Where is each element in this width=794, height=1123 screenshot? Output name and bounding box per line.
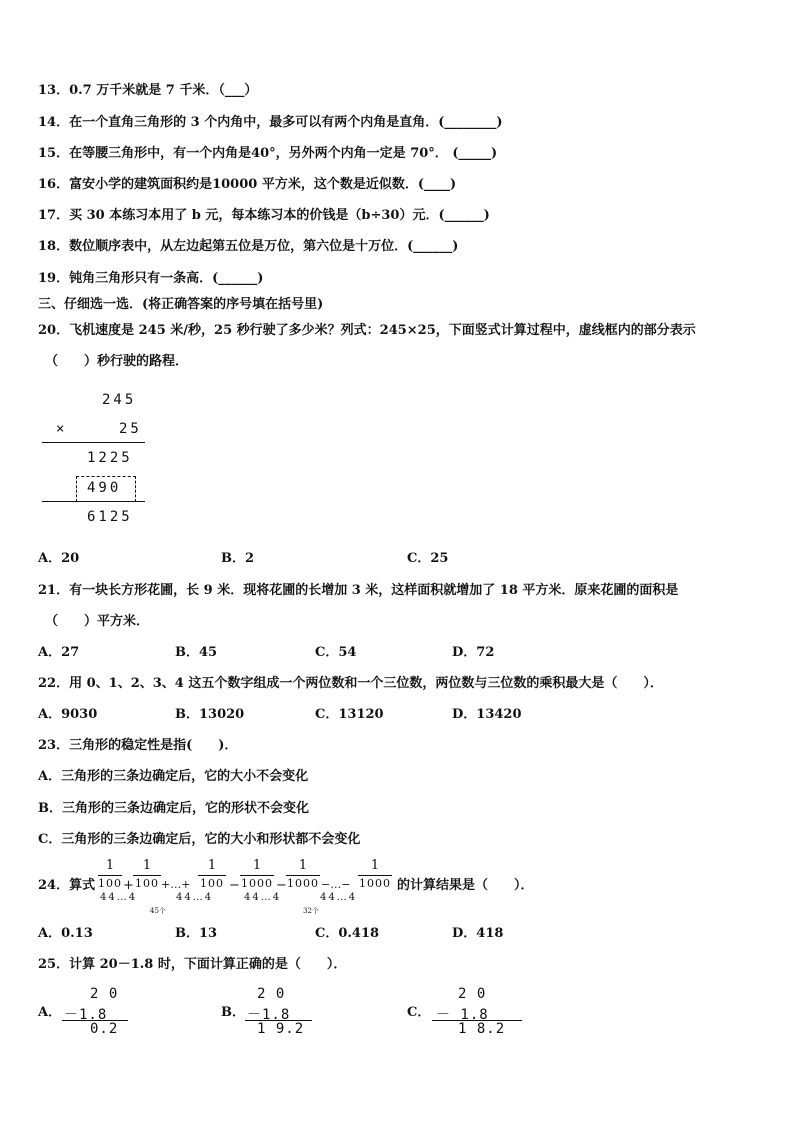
q23-option-c: C．三角形的三条边确定后，它的大小和形状都不会变化 [38, 832, 361, 847]
question-13: 13．0.7 万千米就是 7 千米．（___） [38, 83, 258, 98]
q22-option-b: B．13020 [175, 707, 245, 722]
fraction-5 [286, 858, 320, 891]
calc-line-1 [42, 442, 145, 443]
q25-b-result: 1 9.2 [257, 1021, 305, 1037]
question-24-prefix: 24．算式 [38, 878, 96, 893]
question-20-text-2: （ ）秒行驶的路程． [45, 354, 189, 369]
question-14: 14．在一个直角三角形的 3 个内角中，最多可以有两个内角是直角．(________) [38, 115, 503, 130]
question-21-text-2: （ ）平方米． [45, 614, 150, 629]
q25-b-mid: －1.8 [247, 1007, 291, 1023]
fraction-4 [240, 858, 274, 891]
question-20-text: 20．飞机速度是 245 米/秒，25 秒行驶了多少米？列式：245×25，下面竖式计算过程中，虚线框内的部分表示 [38, 323, 696, 338]
q20-option-b: B．2 [221, 551, 255, 566]
q22-option-a: A．9030 [38, 707, 98, 722]
q25-option-b-label: B． [221, 1005, 245, 1020]
q24-option-b: B．13 [175, 926, 218, 941]
fraction-4-numerator: 1 [252, 858, 262, 873]
q23-option-a: A．三角形的三条边确定后，它的大小不会变化 [38, 769, 309, 784]
fraction-5-numerator: 1 [298, 858, 308, 873]
q25-a-result: 0.2 [90, 1021, 119, 1037]
fraction-1-denominator: 100 [98, 877, 122, 890]
question-25-text: 25．计算 20－1.8 时，下面计算正确的是（ ）． [38, 957, 347, 972]
minus-ellipsis: −…− [321, 878, 351, 891]
q20-option-c: C．25 [407, 551, 449, 566]
q24-option-a: A．0.13 [38, 926, 93, 941]
fraction-2-denominator: 100 [135, 877, 159, 890]
multiplier: 25 [119, 421, 142, 437]
q22-option-c: C．13120 [315, 707, 384, 722]
fraction-3-denominator: 100 [200, 877, 224, 890]
digits-under-3: 44…4 [244, 892, 282, 903]
times-sign: × [56, 421, 68, 437]
q25-b-top: 2 0 [257, 986, 286, 1002]
fraction-3-numerator: 1 [207, 858, 217, 873]
q25-c-mid: － 1.8 [436, 1007, 489, 1023]
question-15: 15．在等腰三角形中，有一个内角是40°，另外两个内角一定是 70°． (_____) [38, 146, 498, 161]
question-23-text: 23．三角形的稳定性是指( )． [38, 738, 238, 753]
fraction-1-numerator: 1 [105, 858, 115, 873]
q25-c-result: 1 8.2 [458, 1021, 506, 1037]
q25-option-c-label: C． [407, 1005, 431, 1020]
multiplicand: 245 [102, 392, 137, 408]
digits-under-2: 44…4 [176, 892, 214, 903]
minus-sign-1: − [229, 878, 240, 893]
fraction-6-denominator: 1000 [359, 877, 391, 890]
fraction-2-numerator: 1 [142, 858, 152, 873]
count-45: 45个 [150, 907, 166, 915]
fraction-4-denominator: 1000 [241, 877, 273, 890]
fraction-3 [198, 858, 226, 891]
question-21-text: 21．有一块长方形花圃，长 9 米．现将花圃的长增加 3 米，这样面积就增加了 18 平方米．原来花圃的面积是 [38, 583, 679, 598]
section-heading: 三、仔细选一选．(将正确答案的序号填在括号里) [38, 297, 324, 312]
q20-option-a: A．20 [38, 551, 80, 566]
q24-option-d: D．418 [452, 926, 504, 941]
fraction-2 [133, 858, 161, 891]
fraction-1 [98, 858, 122, 891]
question-18: 18．数位顺序表中，从左边起第五位是万位，第六位是十万位．(______) [38, 239, 459, 254]
q21-option-d: D．72 [452, 645, 495, 660]
q25-a-top: 2 0 [90, 986, 119, 1002]
q25-a-mid: －1.8 [64, 1007, 108, 1023]
partial-product-1: 1225 [87, 450, 133, 466]
question-24-suffix: 的计算结果是（ ）． [397, 878, 534, 893]
count-32: 32个 [303, 907, 319, 915]
question-16: 16．富安小学的建筑面积约是10000 平方米，这个数是近似数．(____) [38, 177, 457, 192]
question-19: 19．钝角三角形只有一条高．(______) [38, 271, 264, 286]
digits-under-4: 44…4 [320, 892, 358, 903]
q21-option-b: B．45 [175, 645, 218, 660]
q25-c-top: 2 0 [458, 986, 487, 1002]
fraction-6 [358, 858, 392, 891]
partial-product-2: 490 [87, 480, 122, 496]
q22-option-d: D．13420 [452, 707, 522, 722]
plus-sign-1: + [123, 878, 134, 893]
q25-option-a-label: A． [38, 1005, 62, 1020]
fraction-6-numerator: 1 [370, 858, 380, 873]
q21-option-c: C．54 [315, 645, 357, 660]
q23-option-b: B．三角形的三条边确定后，它的形状不会变化 [38, 801, 309, 816]
question-17: 17．买 30 本练习本用了 b 元，每本练习本的价钱是（b÷30）元．(______) [38, 208, 490, 223]
plus-ellipsis-1: +…+ [161, 878, 191, 891]
calc-line-2 [42, 501, 145, 502]
question-22-text: 22．用 0、1、2、3、4 这五个数字组成一个两位数和一个三位数，两位数与三位数的乘积最大是（ ）． [38, 676, 663, 691]
digits-under-1: 44…4 [100, 892, 138, 903]
minus-sign-2: − [276, 878, 287, 893]
q21-option-a: A．27 [38, 645, 80, 660]
product: 6125 [87, 509, 133, 525]
q24-option-c: C．0.418 [315, 926, 380, 941]
fraction-5-denominator: 1000 [287, 877, 319, 890]
